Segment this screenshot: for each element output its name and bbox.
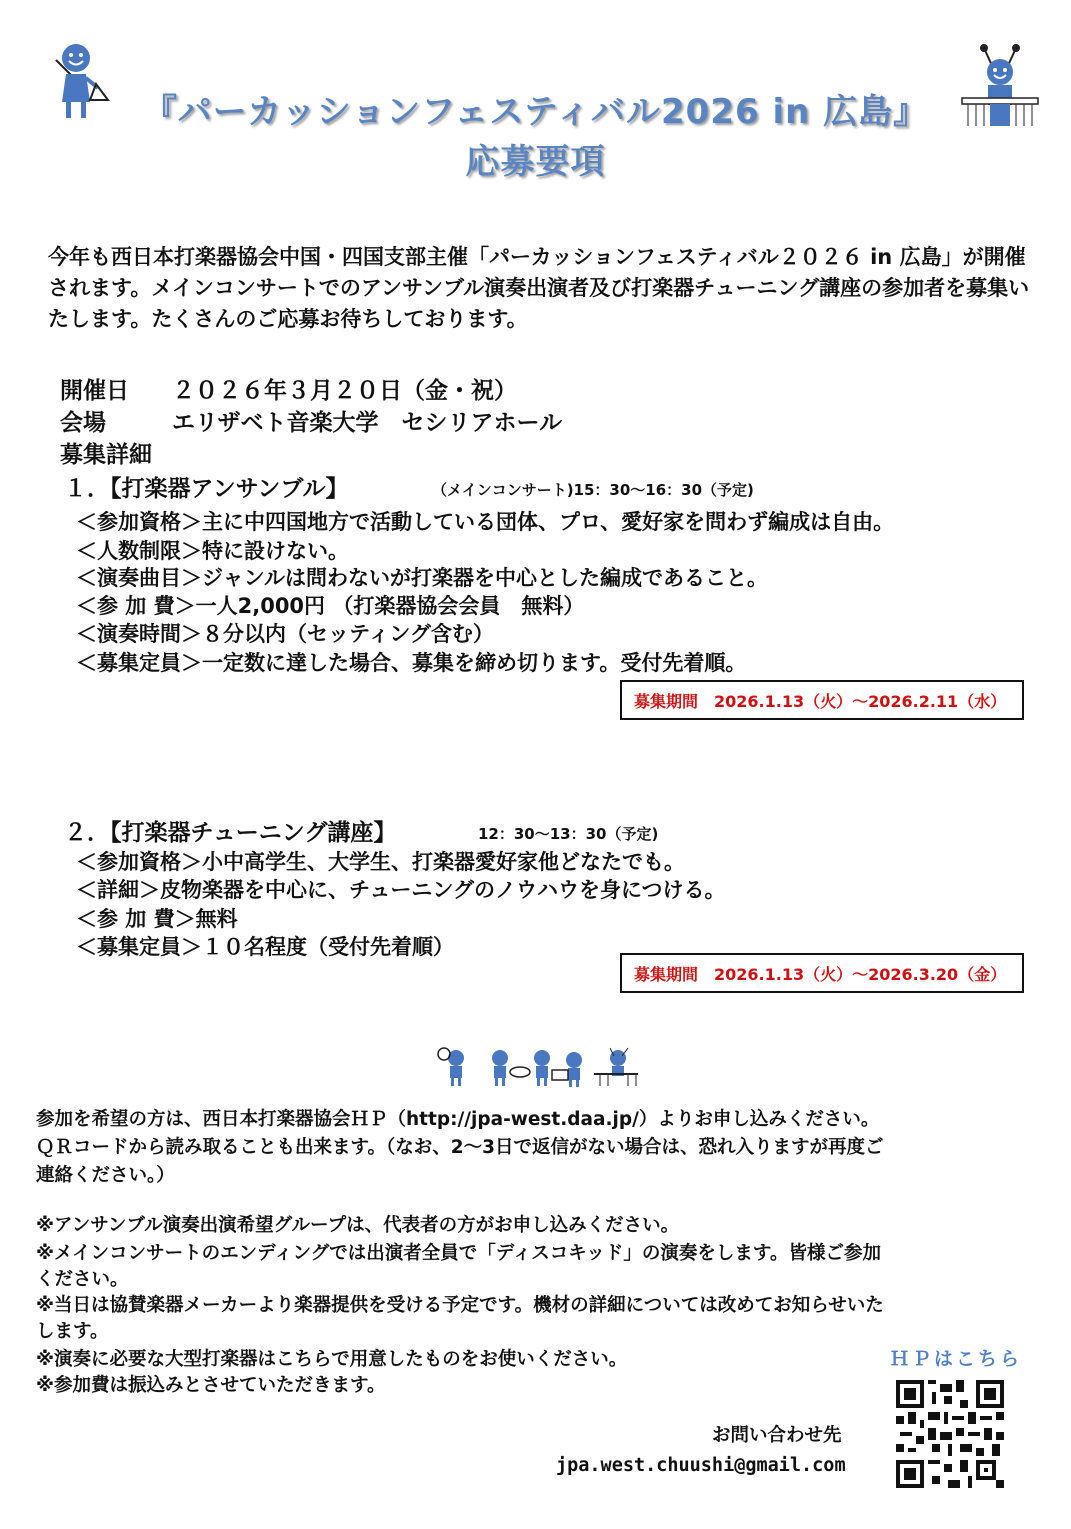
note-line: ※アンサンブル演奏出演希望グループは、代表者の方がお申し込みください。: [36, 1215, 680, 1236]
percussion-figures-icon: [434, 1044, 640, 1088]
section1-line: ＜演奏曲目＞ジャンルは問わないが打楽器を中心とした編成であること。: [76, 566, 769, 590]
section1-period-value: 2026.1.13（火）～2026.2.11（水）: [714, 691, 1007, 711]
section2-line: ＜募集定員＞１０名程度（受付先着順）: [76, 935, 454, 959]
contact-email[interactable]: jpa.west.chuushi@gmail.com: [556, 1455, 846, 1476]
event-date-label: 開催日: [60, 378, 129, 404]
event-date-value: ２０２６年３月２０日（金・祝）: [172, 378, 517, 404]
page-subtitle: 応募要項: [465, 142, 606, 182]
section1-line: ＜参加資格＞主に中四国地方で活動している団体、プロ、愛好家を問わず編成は自由。: [76, 510, 895, 534]
apply-line: ＱＲコードから読み取ることも出来ます。（なお、2～3日で返信がない場合は、恐れ入りますが再度ご: [36, 1137, 884, 1158]
section2-period-box: [620, 953, 1024, 993]
section1-line: ＜募集定員＞一定数に達した場合、募集を締め切ります。受付先着順。: [76, 651, 747, 675]
note-line: ※演奏に必要な大型打楽器はこちらで用意したものをお使いください。: [36, 1349, 628, 1370]
section2-period-value: 2026.1.13（火）～2026.3.20（金）: [714, 964, 1007, 984]
apply-line: 連絡ください。）: [36, 1165, 175, 1186]
note-line: ※メインコンサートのエンディングでは出演者全員で「ディスコキッド」の演奏をします。皆様ご参加: [36, 1243, 881, 1264]
section1-line: ＜人数制限＞特に設けない。: [76, 539, 349, 563]
intro-paragraph: 今年も西日本打楽器協会中国・四国支部主催「パーカッションフェスティバル２０２６ in 広島」が開催されます。メインコンサートでのアンサンブル演奏出演者及び打楽器チューニング講座の参加者を募集いたします。たくさんのご応募お待ちしております。: [48, 245, 1030, 331]
section2-time-note: 12：30～13：30（予定): [478, 825, 659, 843]
section2-line: ＜参加資格＞小中高学生、大学生、打楽器愛好家他どなたでも。: [76, 850, 685, 874]
section2-line: ＜参 加 費＞無料: [76, 907, 238, 931]
section1-time-note: （メインコンサート)15：30～16：30（予定): [432, 481, 754, 499]
page-title: 『パーカッションフェスティバル2026 in 広島』: [142, 92, 929, 132]
contact-label: お問い合わせ先: [712, 1425, 842, 1446]
section2-line: ＜詳細＞皮物楽器を中心に、チューニングのノウハウを身につける。: [76, 878, 726, 902]
note-line: ※参加費は振込みとさせていただきます。: [36, 1375, 386, 1396]
event-venue-label: 会場: [60, 410, 106, 436]
section1-line: ＜演奏時間＞８分以内（セッティング含む）: [76, 622, 494, 646]
section1-heading: １．【打楽器アンサンブル】: [64, 476, 349, 502]
event-venue-value: エリザベト音楽大学 セシリアホール: [172, 410, 563, 436]
section2-period-label: 募集期間: [634, 964, 699, 984]
qr-code-icon[interactable]: [896, 1380, 1004, 1488]
section1-period-box: [620, 680, 1024, 720]
section1-line: ＜参 加 費＞一人2,000円 （打楽器協会会員 無料）: [76, 594, 585, 618]
section2-heading: ２．【打楽器チューニング講座】: [64, 820, 397, 846]
hp-label: ＨＰはこちら: [890, 1348, 1023, 1370]
note-line: ※当日は協賛楽器メーカーより楽器提供を受ける予定です。機材の詳細については改めてお知らせいた: [36, 1295, 884, 1316]
section1-period-label: 募集期間: [634, 691, 699, 711]
note-line: ください。: [36, 1269, 129, 1290]
note-line: します。: [36, 1321, 109, 1342]
apply-line: 参加を希望の方は、西日本打楽器協会ＨＰ（http://jpa-west.daa.jp/）よりお申し込みください。: [36, 1109, 880, 1130]
recruit-details-label: 募集詳細: [60, 442, 152, 468]
